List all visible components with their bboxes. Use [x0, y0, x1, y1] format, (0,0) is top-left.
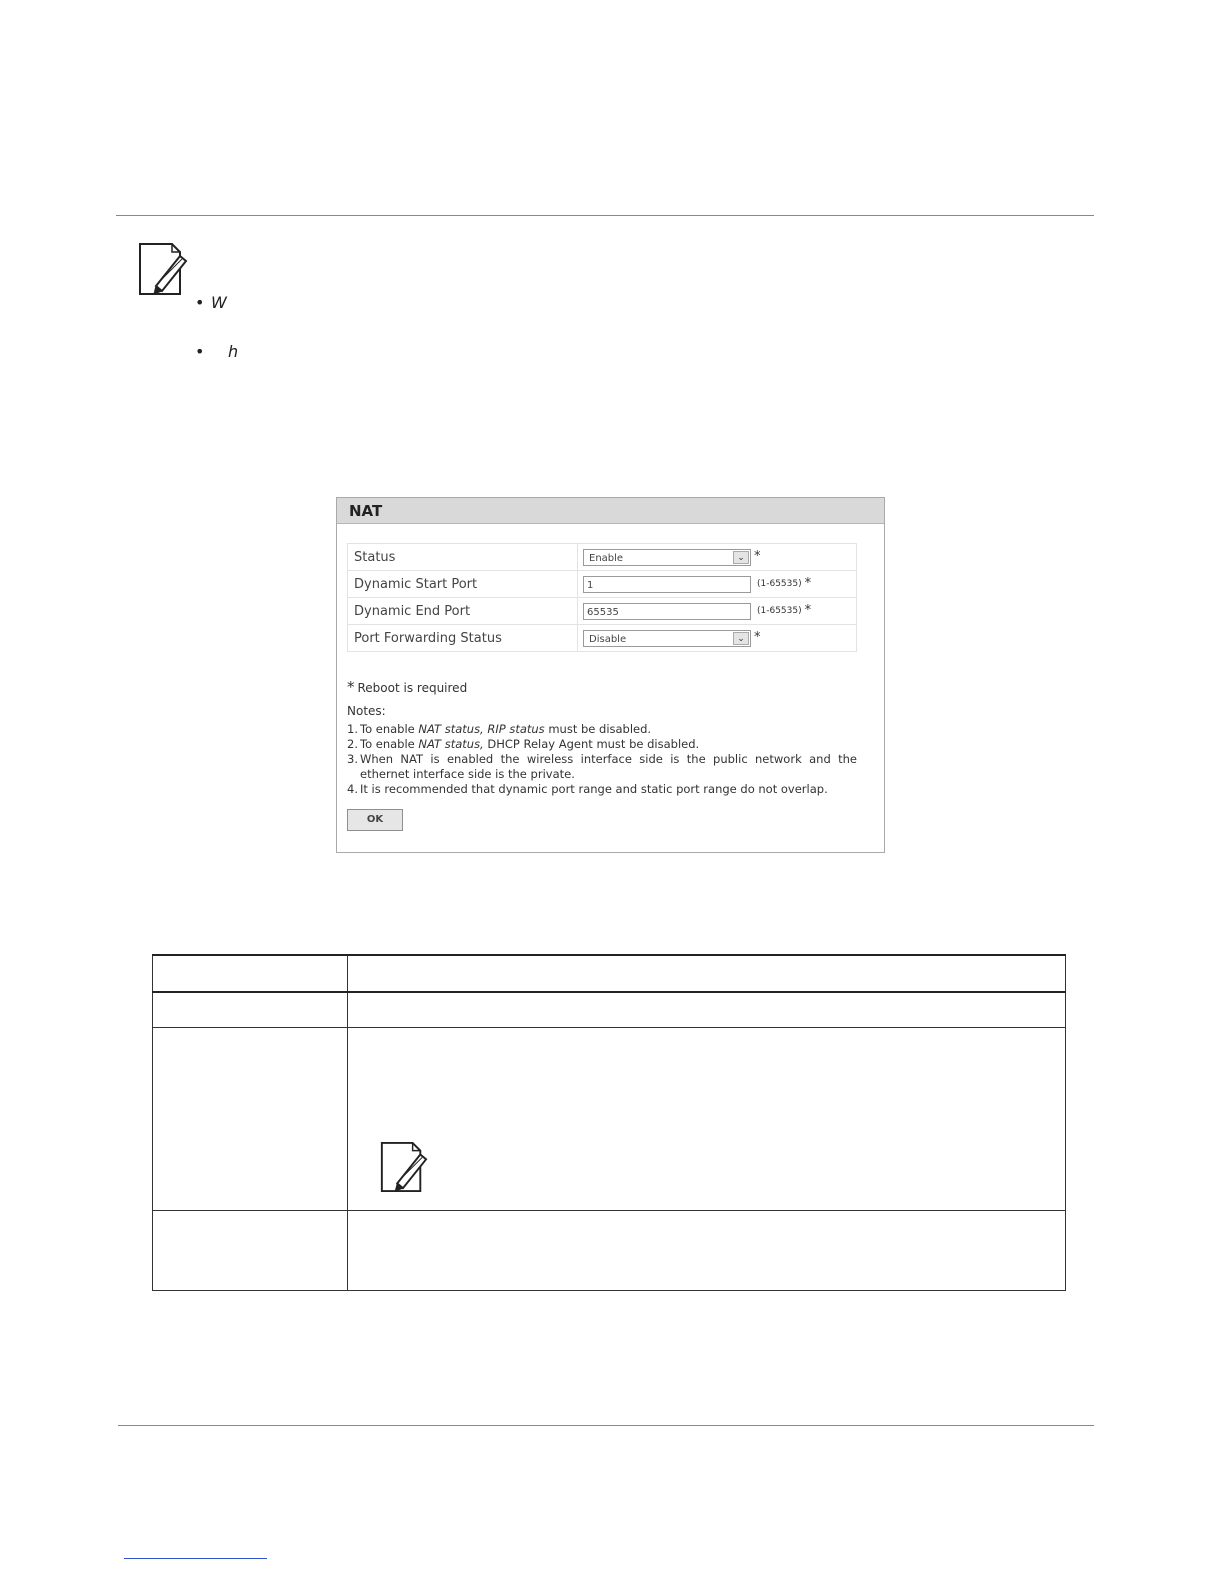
bullet-marker: •	[195, 293, 205, 312]
table-header-cell	[348, 955, 1066, 992]
parameter-table	[152, 954, 1066, 1291]
dynamic-start-port-row	[348, 571, 857, 598]
note-item: 1. To enable NAT status, RIP status must be disabled.	[347, 722, 652, 736]
table-cell	[348, 1028, 1066, 1211]
header-rule	[116, 215, 1094, 216]
bullet-marker: •	[195, 342, 205, 361]
reboot-notice	[347, 678, 467, 696]
bullet-text: h	[228, 342, 239, 361]
chevron-down-icon[interactable]: ⌄	[733, 632, 749, 645]
required-star: *	[804, 575, 812, 591]
table-cell	[153, 1211, 348, 1291]
nat-settings-table	[347, 543, 857, 652]
reboot-text: Reboot is required	[357, 681, 468, 695]
chevron-down-icon[interactable]: ⌄	[733, 551, 749, 564]
note-item: 2. To enable NAT status, DHCP Relay Agent must be disabled.	[347, 737, 700, 751]
note-item: 3. When NAT is enabled the wireless interface side is the public network and the ethernet interface side is the private.	[347, 752, 857, 781]
note-pencil-icon	[136, 240, 188, 298]
note-bullet-2	[195, 342, 238, 361]
bullet-text: W	[211, 293, 227, 312]
dynamic-start-port-label: Dynamic Start Port	[348, 571, 578, 598]
note-pencil-icon	[378, 1138, 428, 1196]
table-row	[153, 1028, 1066, 1211]
port-forwarding-status-label: Port Forwarding Status	[348, 625, 578, 652]
table-row	[153, 1211, 1066, 1291]
notes-title: Notes:	[347, 704, 386, 718]
note-item: 4. It is recommended that dynamic port range and static port range do not overlap.	[347, 782, 828, 796]
range-hint: (1-65535)	[757, 579, 802, 589]
dynamic-start-port-input[interactable]: 1	[583, 576, 751, 593]
required-star: *	[754, 548, 761, 564]
status-label: Status	[348, 544, 578, 571]
dynamic-end-port-row	[348, 598, 857, 625]
dynamic-end-port-input[interactable]: 65535	[583, 603, 751, 620]
panel-title: NAT	[337, 498, 884, 524]
table-cell	[153, 992, 348, 1028]
port-forwarding-status-select[interactable]: Disable ⌄	[583, 630, 751, 647]
port-forwarding-status-row	[348, 625, 857, 652]
required-star: *	[347, 678, 355, 696]
table-header-row	[153, 955, 1066, 992]
table-header-cell	[153, 955, 348, 992]
table-cell	[348, 992, 1066, 1028]
note-bullet-1	[195, 293, 227, 312]
required-star: *	[804, 602, 812, 618]
table-row	[153, 992, 1066, 1028]
nat-settings-panel	[336, 497, 885, 853]
footer-rule	[118, 1425, 1094, 1426]
ok-button[interactable]: OK	[347, 809, 403, 831]
notes-list	[347, 722, 857, 797]
footer-link-underline[interactable]	[124, 1558, 267, 1559]
dynamic-end-port-label: Dynamic End Port	[348, 598, 578, 625]
status-row	[348, 544, 857, 571]
required-star: *	[754, 629, 761, 645]
table-cell	[348, 1211, 1066, 1291]
range-hint: (1-65535)	[757, 606, 802, 616]
status-select[interactable]: Enable ⌄	[583, 549, 751, 566]
table-cell	[153, 1028, 348, 1211]
